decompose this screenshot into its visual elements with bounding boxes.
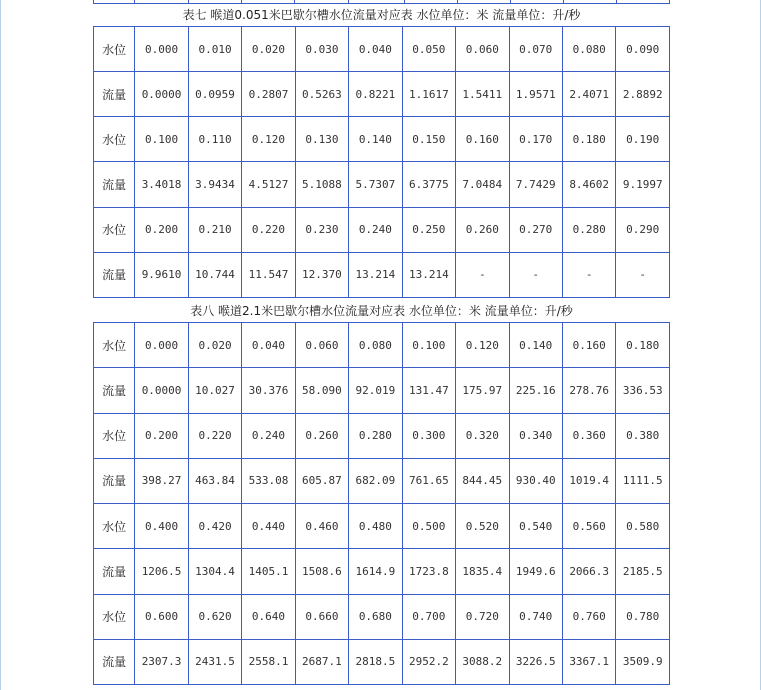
table-row: [94, 27, 670, 72]
flow-rate-cell: 0.5263: [295, 72, 348, 117]
water-level-cell: 0.580: [616, 504, 670, 549]
water-level-cell: 0.100: [402, 323, 455, 368]
flow-rate-cell: 10.027: [188, 368, 241, 413]
water-level-cell: 0.260: [295, 413, 348, 458]
flow-rate-cell: 11.547: [242, 252, 295, 297]
water-level-cell: 0.000: [135, 27, 188, 72]
flow-rate-cell: 3226.5: [509, 639, 562, 684]
water-level-cell: 0.220: [188, 413, 241, 458]
water-level-cell: 0.050: [402, 27, 455, 72]
water-level-cell: 0.320: [456, 413, 509, 458]
flow-rate-cell: 930.40: [509, 458, 562, 503]
water-level-cell: 0.340: [509, 413, 562, 458]
table-row: [94, 252, 670, 297]
table7-flow-table: [93, 26, 670, 298]
flow-rate-cell: 58.090: [295, 368, 348, 413]
flow-rate-cell: 2.8892: [616, 72, 670, 117]
flow-rate-cell: 2066.3: [562, 549, 615, 594]
water-level-cell: 0.700: [402, 594, 455, 639]
previous-table-fragment: [93, 0, 670, 4]
flow-rate-cell: 10.744: [188, 252, 241, 297]
flow-rate-cell: 1.1617: [402, 72, 455, 117]
flow-rate-cell: -: [562, 252, 615, 297]
water-level-cell: 0.740: [509, 594, 562, 639]
table-row: [94, 323, 670, 368]
water-level-cell: 0.720: [456, 594, 509, 639]
table8-flow-table: [93, 322, 670, 685]
flow-rate-cell: 131.47: [402, 368, 455, 413]
water-level-cell: 0.020: [242, 27, 295, 72]
water-level-cell: 0.080: [349, 323, 402, 368]
water-level-cell: 0.380: [616, 413, 670, 458]
flow-rate-cell: 1835.4: [456, 549, 509, 594]
water-level-cell: 0.600: [135, 594, 188, 639]
flow-rate-label: 流量: [94, 458, 135, 503]
table8-caption: 表八 喉道2.1米巴歇尔槽水位流量对应表 水位单位：米 流量单位：升/秒: [190, 304, 573, 318]
water-level-cell: 0.200: [135, 413, 188, 458]
table7-caption: 表七 喉道0.051米巴歇尔槽水位流量对应表 水位单位：米 流量单位：升/秒: [182, 8, 581, 22]
flow-rate-cell: 175.97: [456, 368, 509, 413]
flow-rate-cell: 761.65: [402, 458, 455, 503]
flow-rate-label: 流量: [94, 639, 135, 684]
water-level-cell: 0.010: [188, 27, 241, 72]
water-level-cell: 0.230: [295, 207, 348, 252]
flow-rate-cell: 0.0000: [135, 72, 188, 117]
water-level-cell: 0.360: [562, 413, 615, 458]
table-row: [94, 504, 670, 549]
water-level-label: 水位: [94, 207, 135, 252]
water-level-cell: 0.040: [349, 27, 402, 72]
water-level-cell: 0.660: [295, 594, 348, 639]
water-level-cell: 0.260: [456, 207, 509, 252]
water-level-cell: 0.030: [295, 27, 348, 72]
flow-rate-cell: 0.0959: [188, 72, 241, 117]
flow-rate-cell: 2431.5: [188, 639, 241, 684]
flow-rate-cell: 2185.5: [616, 549, 670, 594]
water-level-label: 水位: [94, 504, 135, 549]
water-level-cell: 0.170: [509, 117, 562, 162]
flow-rate-cell: 1.5411: [456, 72, 509, 117]
flow-rate-cell: 13.214: [402, 252, 455, 297]
flow-rate-label: 流量: [94, 368, 135, 413]
flow-rate-cell: 0.2807: [242, 72, 295, 117]
water-level-cell: 0.460: [295, 504, 348, 549]
flow-rate-cell: 3.4018: [135, 162, 188, 207]
flow-rate-cell: 1723.8: [402, 549, 455, 594]
flow-rate-cell: 4.5127: [242, 162, 295, 207]
flow-rate-cell: 7.7429: [509, 162, 562, 207]
water-level-cell: 0.500: [402, 504, 455, 549]
water-level-cell: 0.560: [562, 504, 615, 549]
water-level-cell: 0.150: [402, 117, 455, 162]
flow-rate-cell: 336.53: [616, 368, 670, 413]
water-level-cell: 0.020: [188, 323, 241, 368]
water-level-cell: 0.140: [509, 323, 562, 368]
water-level-cell: 0.240: [242, 413, 295, 458]
flow-rate-cell: 225.16: [509, 368, 562, 413]
water-level-cell: 0.520: [456, 504, 509, 549]
table-row: [94, 413, 670, 458]
water-level-label: 水位: [94, 117, 135, 162]
water-level-cell: 0.400: [135, 504, 188, 549]
table-row: [94, 549, 670, 594]
flow-rate-cell: -: [616, 252, 670, 297]
water-level-cell: 0.210: [188, 207, 241, 252]
water-level-cell: 0.120: [242, 117, 295, 162]
flow-rate-cell: 1949.6: [509, 549, 562, 594]
flow-rate-cell: 0.8221: [349, 72, 402, 117]
water-level-cell: 0.540: [509, 504, 562, 549]
water-level-label: 水位: [94, 594, 135, 639]
water-level-cell: 0.090: [616, 27, 670, 72]
flow-rate-cell: 0.0000: [135, 368, 188, 413]
water-level-cell: 0.240: [349, 207, 402, 252]
flow-rate-cell: 3509.9: [616, 639, 670, 684]
flow-rate-cell: 7.0484: [456, 162, 509, 207]
water-level-cell: 0.180: [616, 323, 670, 368]
table-row: [94, 594, 670, 639]
water-level-cell: 0.300: [402, 413, 455, 458]
flow-rate-cell: 1614.9: [349, 549, 402, 594]
flow-rate-cell: 9.9610: [135, 252, 188, 297]
water-level-cell: 0.220: [242, 207, 295, 252]
flow-rate-label: 流量: [94, 252, 135, 297]
table-row: [94, 117, 670, 162]
flow-rate-label: 流量: [94, 549, 135, 594]
flow-rate-cell: 92.019: [349, 368, 402, 413]
table-row: [94, 368, 670, 413]
table-row: [94, 639, 670, 684]
water-level-cell: 0.440: [242, 504, 295, 549]
table-row: [94, 72, 670, 117]
water-level-cell: 0.140: [349, 117, 402, 162]
flow-rate-cell: 13.214: [349, 252, 402, 297]
flow-rate-cell: 2307.3: [135, 639, 188, 684]
water-level-cell: 0.200: [135, 207, 188, 252]
water-level-cell: 0.640: [242, 594, 295, 639]
water-level-cell: 0.280: [349, 413, 402, 458]
water-level-label: 水位: [94, 413, 135, 458]
flow-rate-cell: 2952.2: [402, 639, 455, 684]
flow-rate-cell: 1206.5: [135, 549, 188, 594]
water-level-cell: 0.160: [562, 323, 615, 368]
flow-rate-cell: 463.84: [188, 458, 241, 503]
water-level-cell: 0.780: [616, 594, 670, 639]
flow-rate-cell: 3088.2: [456, 639, 509, 684]
water-level-cell: 0.190: [616, 117, 670, 162]
water-level-cell: 0.110: [188, 117, 241, 162]
flow-rate-cell: 844.45: [456, 458, 509, 503]
water-level-cell: 0.680: [349, 594, 402, 639]
water-level-cell: 0.280: [562, 207, 615, 252]
flow-rate-cell: 2818.5: [349, 639, 402, 684]
water-level-label: 水位: [94, 27, 135, 72]
flow-rate-cell: 5.1088: [295, 162, 348, 207]
flow-rate-cell: 1111.5: [616, 458, 670, 503]
water-level-cell: 0.040: [242, 323, 295, 368]
flow-rate-cell: 1304.4: [188, 549, 241, 594]
water-level-cell: 0.120: [456, 323, 509, 368]
table-row: [94, 207, 670, 252]
table-row: [94, 162, 670, 207]
water-level-cell: 0.070: [509, 27, 562, 72]
flow-rate-cell: 2687.1: [295, 639, 348, 684]
flow-rate-cell: 2.4071: [562, 72, 615, 117]
flow-rate-cell: 278.76: [562, 368, 615, 413]
water-level-cell: 0.420: [188, 504, 241, 549]
water-level-cell: 0.060: [456, 27, 509, 72]
flow-rate-cell: 30.376: [242, 368, 295, 413]
flow-rate-cell: 6.3775: [402, 162, 455, 207]
flow-rate-cell: 1508.6: [295, 549, 348, 594]
flow-rate-cell: 9.1997: [616, 162, 670, 207]
flow-rate-cell: 1019.4: [562, 458, 615, 503]
water-level-cell: 0.480: [349, 504, 402, 549]
flow-rate-cell: 398.27: [135, 458, 188, 503]
flow-rate-cell: 1.9571: [509, 72, 562, 117]
water-level-cell: 0.160: [456, 117, 509, 162]
flow-rate-cell: 533.08: [242, 458, 295, 503]
water-level-cell: 0.100: [135, 117, 188, 162]
flow-rate-cell: 3367.1: [562, 639, 615, 684]
water-level-cell: 0.620: [188, 594, 241, 639]
flow-rate-cell: 12.370: [295, 252, 348, 297]
water-level-cell: 0.080: [562, 27, 615, 72]
water-level-cell: 0.290: [616, 207, 670, 252]
flow-rate-label: 流量: [94, 162, 135, 207]
water-level-cell: 0.130: [295, 117, 348, 162]
water-level-cell: 0.760: [562, 594, 615, 639]
flow-rate-cell: -: [509, 252, 562, 297]
flow-rate-cell: 682.09: [349, 458, 402, 503]
water-level-cell: 0.060: [295, 323, 348, 368]
flow-rate-cell: 3.9434: [188, 162, 241, 207]
flow-rate-cell: 2558.1: [242, 639, 295, 684]
flow-rate-cell: 8.4602: [562, 162, 615, 207]
water-level-label: 水位: [94, 323, 135, 368]
water-level-cell: 0.000: [135, 323, 188, 368]
flow-rate-cell: -: [456, 252, 509, 297]
water-level-cell: 0.180: [562, 117, 615, 162]
table-row: [94, 458, 670, 503]
water-level-cell: 0.250: [402, 207, 455, 252]
flow-rate-cell: 5.7307: [349, 162, 402, 207]
flow-rate-label: 流量: [94, 72, 135, 117]
flow-rate-cell: 605.87: [295, 458, 348, 503]
flow-rate-cell: 1405.1: [242, 549, 295, 594]
water-level-cell: 0.270: [509, 207, 562, 252]
